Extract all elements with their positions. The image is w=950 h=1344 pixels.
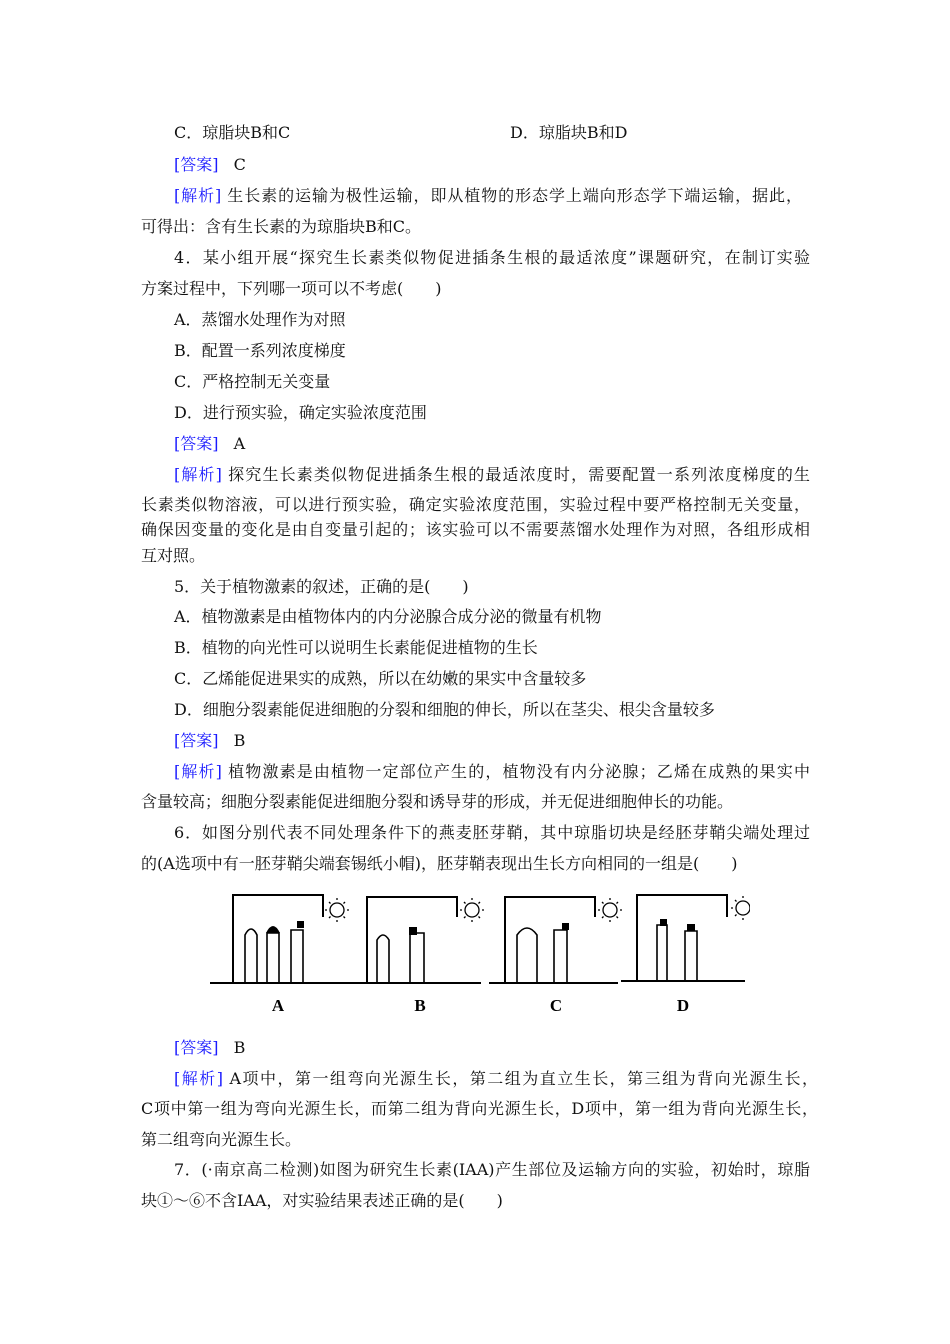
q6-stem-line-1: 6．如图分别代表不同处理条件下的燕麦胚芽鞘，其中琼脂切块是经胚芽鞘尖端处理过 (174, 823, 810, 842)
q7-stem-line-2: 块①～⑥不含IAA，对实验结果表述正确的是( ) (141, 1191, 503, 1210)
q3-answer (174, 155, 246, 175)
answer-tag: [答案] (174, 155, 219, 174)
answer-value: A (233, 434, 246, 453)
q4-analysis-line-2: 长素类似物溶液，可以进行预实验，确定实验浓度范围，实验过程中要严格控制无关变量， (141, 495, 810, 514)
analysis-tag: [解析] (174, 762, 222, 781)
figure-label-b: B (414, 996, 426, 1015)
analysis-tag: [解析] (174, 465, 222, 484)
figure-label-c: C (549, 996, 563, 1015)
analysis-tag: [解析] (174, 186, 222, 205)
q4-stem-line-2: 方案过程中，下列哪一项可以不考虑( ) (141, 279, 442, 298)
q5-option-a: A．植物激素是由植物体内的内分泌腺合成分泌的微量有机物 (174, 607, 602, 626)
q4-analysis-line-1: [解析] 探究生长素类似物促进插条生根的最适浓度时，需要配置一系列浓度梯度的生 (174, 465, 810, 484)
answer-tag: [答案] (174, 1038, 219, 1057)
q6-analysis-line-3: 第二组弯向光源生长。 (141, 1130, 302, 1149)
coleoptile-figure (205, 885, 750, 1020)
q3-option-d: D．琼脂块B和D (510, 123, 628, 142)
q4-analysis-line-3: 确保因变量的变化是由自变量引起的；该实验可以不需要蒸馏水处理作为对照，各组形成相 (141, 520, 810, 539)
q3-analysis-line-2: 可得出：含有生长素的为琼脂块B和C。 (141, 217, 422, 236)
answer-value: B (233, 731, 246, 750)
answer-tag: [答案] (174, 434, 219, 453)
q5-option-b: B．植物的向光性可以说明生长素能促进植物的生长 (174, 638, 538, 657)
q6-answer (174, 1038, 245, 1058)
answer-tag: [答案] (174, 731, 219, 750)
analysis-tag: [解析] (174, 1069, 223, 1088)
q4-stem-line-1: 4．某小组开展“探究生长素类似物促进插条生根的最适浓度”课题研究，在制订实验 (174, 248, 810, 267)
q4-answer (174, 434, 245, 454)
q6-stem-line-2: 的(A选项中有一胚芽鞘尖端套锡纸小帽)，胚芽鞘表现出生长方向相同的一组是( ) (141, 854, 738, 873)
q5-analysis-line-1: [解析] 植物激素是由植物一定部位产生的，植物没有内分泌腺；乙烯在成熟的果实中 (174, 762, 810, 781)
answer-value: B (233, 1038, 246, 1057)
q4-option-a: A．蒸馏水处理作为对照 (174, 310, 346, 329)
agar-blocks (266, 919, 695, 935)
q5-option-d: D．细胞分裂素能促进细胞的分裂和细胞的伸长，所以在茎尖、根尖含量较多 (174, 700, 715, 719)
q3-analysis-line-1: [解析] 生长素的运输为极性运输，即从植物的形态学上端向形态学下端运输，据此， (174, 186, 802, 205)
q4-analysis-line-4: 互对照。 (141, 546, 206, 565)
q3-option-c: C．琼脂块B和C (174, 123, 291, 142)
answer-value: C (233, 155, 246, 174)
q5-stem: 5．关于植物激素的叙述，正确的是( ) (174, 577, 469, 596)
q4-option-d: D．进行预实验，确定实验浓度范围 (174, 403, 427, 422)
q5-analysis-line-2: 含量较高；细胞分裂素能促进细胞分裂和诱导芽的形成，并无促进细胞伸长的功能。 (141, 792, 734, 811)
q4-option-b: B．配置一系列浓度梯度 (174, 341, 346, 360)
sun-icon (325, 898, 349, 922)
q5-option-c: C．乙烯能促进果实的成熟，所以在幼嫩的果实中含量较多 (174, 669, 587, 688)
q6-analysis-line-2: C项中第一组为弯向光源生长，而第二组为背向光源生长，D项中，第一组为背向光源生长， (141, 1099, 818, 1118)
figure-label-a: A (271, 996, 285, 1015)
figure-label-d: D (676, 996, 690, 1015)
q7-stem-line-1: 7．(·南京高二检测)如图为研究生长素(IAA)产生部位及运输方向的实验，初始时，琼脂 (174, 1160, 810, 1179)
q6-analysis-line-1: [解析] A项中，第一组弯向光源生长，第二组为直立生长，第三组为背向光源生长， (174, 1069, 818, 1088)
q5-answer (174, 731, 245, 751)
q4-option-c: C．严格控制无关变量 (174, 372, 331, 391)
